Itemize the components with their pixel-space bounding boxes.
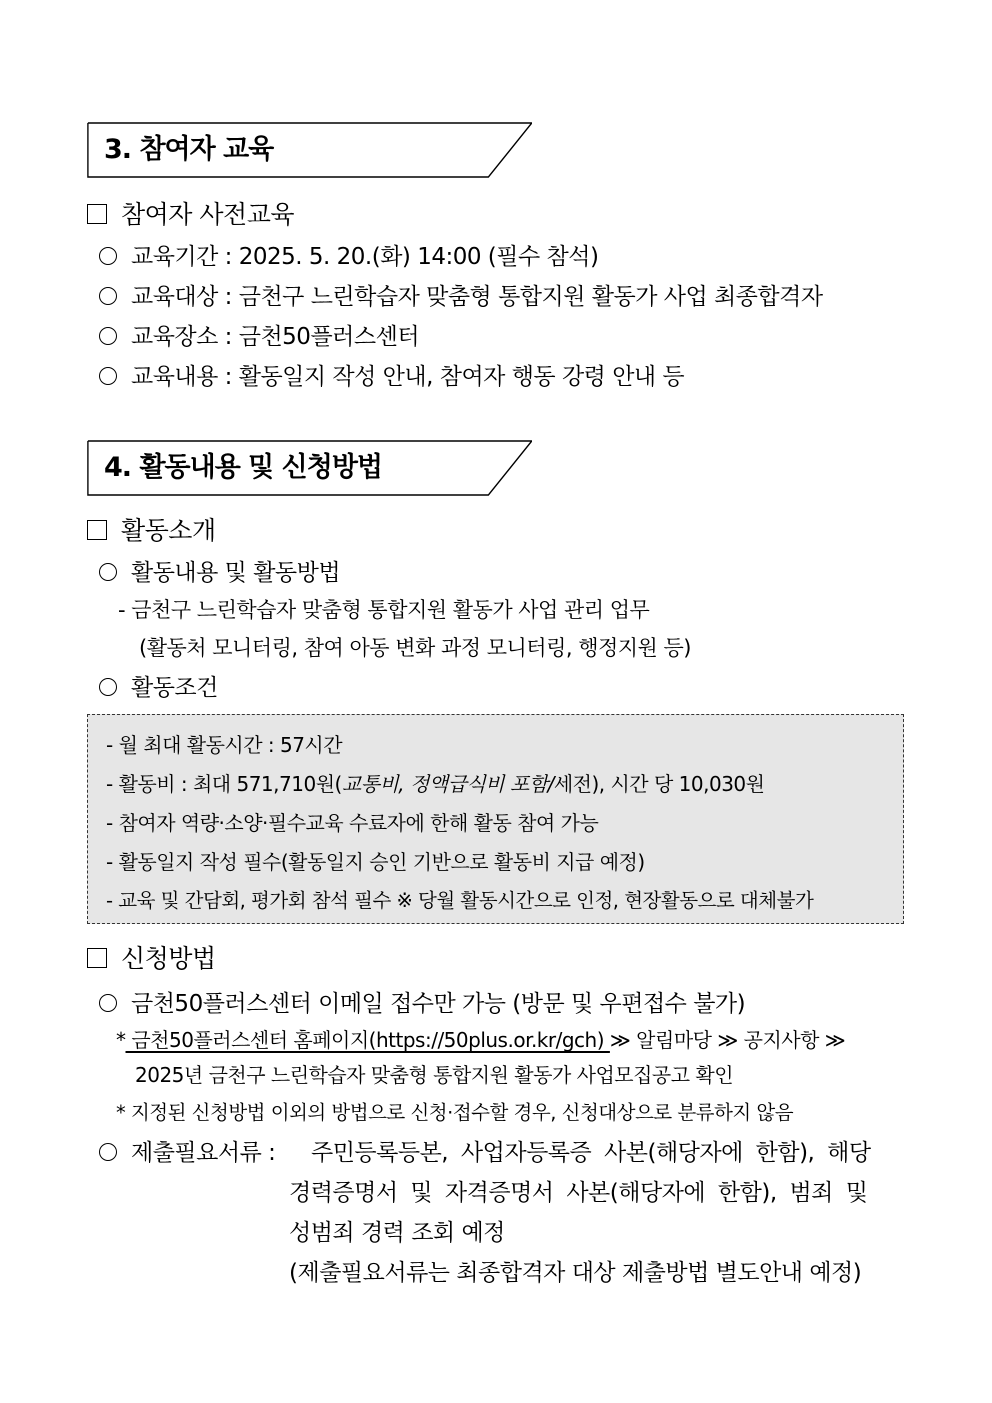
- apply-note-1: * 금천50플러스센터 홈페이지(https://50plus.or.kr/gch) ≫ 알림마당 ≫ 공지사항 ≫: [116, 1028, 846, 1052]
- apply-title: 신청방법: [87, 939, 216, 975]
- list-item: 교육장소 : 금천50플러스센터: [99, 318, 419, 351]
- activity-content-detail: (활동처 모니터링, 참여 아동 변화 과정 모니터링, 행정지원 등): [139, 636, 692, 660]
- square-bullet-icon: [87, 948, 107, 968]
- condition-pay: - 활동비 : 최대 571,710원(교통비, 정액급식비 포함/세전), 시간 당 10,030원: [106, 772, 765, 796]
- circle-bullet-icon: [99, 327, 117, 345]
- apply-note-2: * 지정된 신청방법 이외의 방법으로 신청·접수할 경우, 신청대상으로 분류하지 않음: [116, 1101, 794, 1124]
- condition-hours: - 월 최대 활동시간 : 57시간: [106, 733, 343, 757]
- circle-bullet-icon: [99, 367, 117, 385]
- circle-bullet-icon: [99, 1143, 117, 1161]
- square-bullet-icon: [87, 520, 107, 540]
- list-item: 교육내용 : 활동일지 작성 안내, 참여자 행동 강령 안내 등: [99, 358, 684, 391]
- required-docs-note: (제출필요서류는 최종합격자 대상 제출방법 별도안내 예정): [289, 1260, 862, 1286]
- required-docs-line: 경력증명서 및 자격증명서 사본(해당자에 한함), 범죄 및: [289, 1180, 868, 1206]
- activity-content-line: - 금천구 느린학습자 맞춤형 통합지원 활동가 사업 관리 업무: [118, 598, 650, 622]
- square-bullet-icon: [87, 204, 107, 224]
- required-docs-line: 성범죄 경력 조회 예정: [289, 1220, 505, 1246]
- section-4-heading: [87, 440, 532, 496]
- condition-eligibility: - 참여자 역량·소양·필수교육 수료자에 한해 활동 참여 가능: [106, 811, 599, 835]
- activity-intro-title: 활동소개: [87, 511, 216, 547]
- required-docs: 제출필요서류 :: [99, 1134, 275, 1167]
- activity-conditions-title: 활동조건: [99, 669, 218, 702]
- section-3-heading: [87, 122, 532, 178]
- apply-note-1-line2: 2025년 금천구 느린학습자 맞춤형 통합지원 활동가 사업모집공고 확인: [135, 1063, 734, 1087]
- section-4-title: 4. 활동내용 및 신청방법: [104, 452, 382, 483]
- list-item: 교육대상 : 금천구 느린학습자 맞춤형 통합지원 활동가 사업 최종합격자: [99, 278, 823, 311]
- conditions-box: [87, 714, 904, 924]
- circle-bullet-icon: [99, 563, 117, 581]
- homepage-link[interactable]: 금천50플러스센터 홈페이지(https://50plus.or.kr/gch): [125, 1028, 610, 1052]
- circle-bullet-icon: [99, 287, 117, 305]
- condition-meeting: - 교육 및 간담회, 평가회 참석 필수 ※ 당월 활동시간으로 인정, 현장활동으로 대체불가: [106, 889, 814, 912]
- circle-bullet-icon: [99, 247, 117, 265]
- section-3-title: 3. 참여자 교육: [104, 134, 274, 165]
- circle-bullet-icon: [99, 678, 117, 696]
- list-item: 교육기간 : 2025. 5. 20.(화) 14:00 (필수 참석): [99, 238, 598, 271]
- apply-main: 금천50플러스센터 이메일 접수만 가능 (방문 및 우편접수 불가): [99, 985, 745, 1018]
- circle-bullet-icon: [99, 994, 117, 1012]
- activity-content-title: 활동내용 및 활동방법: [99, 554, 340, 587]
- section-3-subtitle: 참여자 사전교육: [87, 195, 294, 231]
- condition-log: - 활동일지 작성 필수(활동일지 승인 기반으로 활동비 지급 예정): [106, 850, 645, 874]
- required-docs-line: 주민등록등본, 사업자등록증 사본(해당자에 한함), 해당: [311, 1140, 871, 1166]
